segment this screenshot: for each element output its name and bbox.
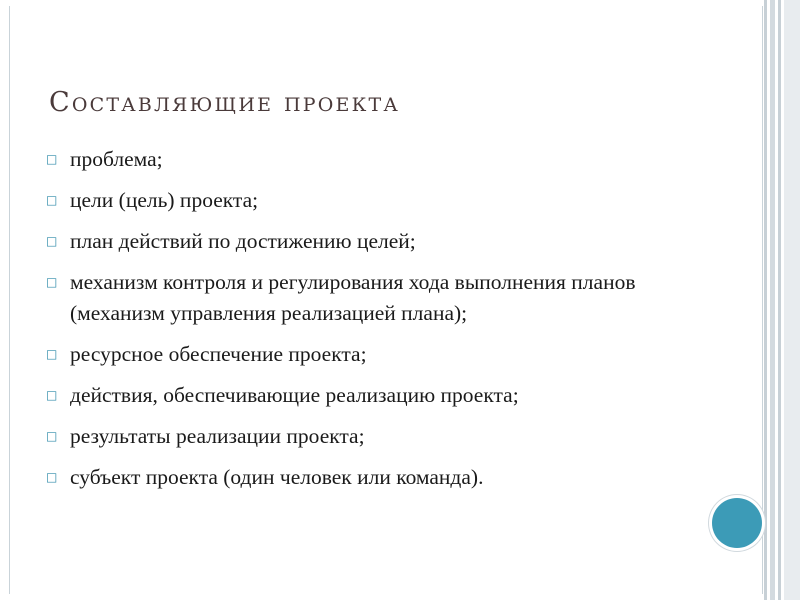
list-item bbox=[46, 421, 686, 452]
list-item-text: субъект проекта (один человек или команда). bbox=[70, 465, 484, 489]
square-bullet-icon: □ bbox=[46, 429, 58, 443]
list-item bbox=[46, 462, 686, 493]
square-bullet-icon: □ bbox=[46, 470, 58, 484]
square-bullet-icon: □ bbox=[46, 193, 58, 207]
stripe bbox=[764, 0, 767, 600]
slide-title: Составляющие проекта bbox=[49, 87, 400, 118]
list-item-text: результаты реализации проекта; bbox=[70, 424, 365, 448]
list-item bbox=[46, 144, 686, 175]
bullet-list bbox=[46, 144, 686, 503]
decorative-circle bbox=[712, 498, 762, 548]
list-item bbox=[46, 339, 686, 370]
square-bullet-icon: □ bbox=[46, 152, 58, 166]
list-item-text: цели (цель) проекта; bbox=[70, 188, 259, 212]
list-item bbox=[46, 185, 686, 216]
list-item-text: ресурсное обеспечение проекта; bbox=[70, 342, 367, 366]
right-decorative-stripes bbox=[764, 0, 800, 600]
list-item-text: механизм контроля и регулирования хода выполнения планов (механизм управления реализацией плана); bbox=[70, 270, 636, 325]
list-item bbox=[46, 380, 686, 411]
list-item-text: проблема; bbox=[70, 147, 163, 171]
stripe bbox=[778, 0, 781, 600]
square-bullet-icon: □ bbox=[46, 388, 58, 402]
square-bullet-icon: □ bbox=[46, 275, 58, 289]
list-item-text: действия, обеспечивающие реализацию проекта; bbox=[70, 383, 519, 407]
list-item bbox=[46, 267, 686, 329]
stripe bbox=[784, 0, 800, 600]
list-item-text: план действий по достижению целей; bbox=[70, 229, 416, 253]
square-bullet-icon: □ bbox=[46, 347, 58, 361]
square-bullet-icon: □ bbox=[46, 234, 58, 248]
list-item bbox=[46, 226, 686, 257]
stripe bbox=[770, 0, 775, 600]
